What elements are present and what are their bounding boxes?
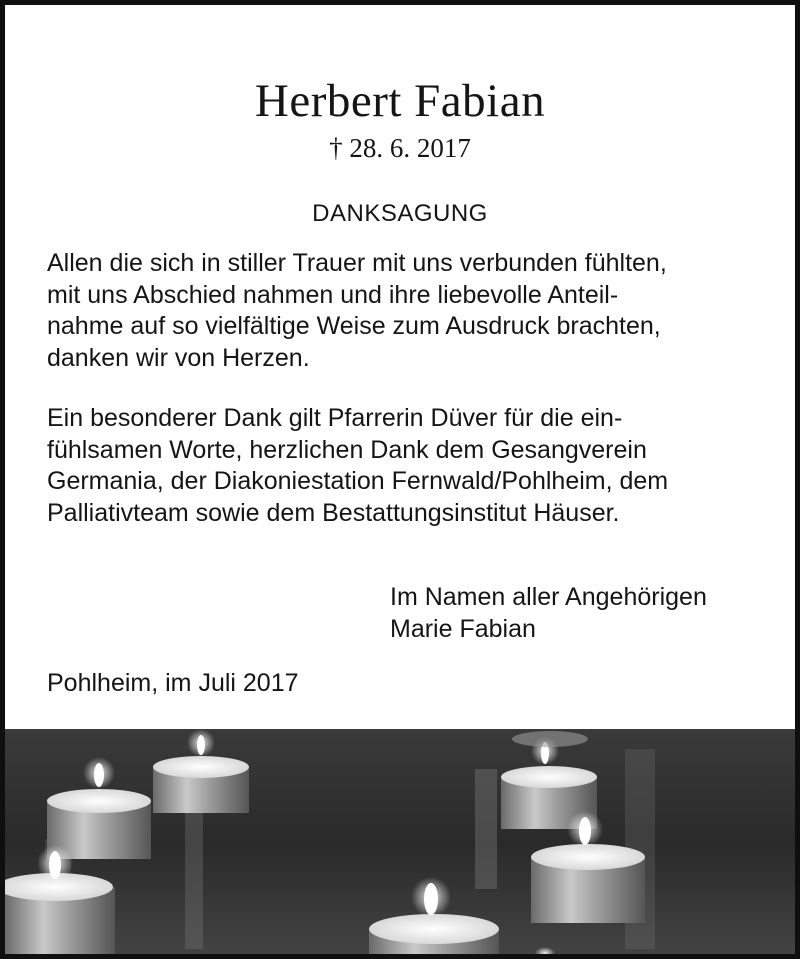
candles-illustration [5, 729, 795, 959]
place-and-date: Pohlheim, im Juli 2017 [47, 669, 299, 697]
text-line: Germania, der Diakoniestation Fernwald/Pohlheim, dem [47, 467, 669, 495]
text-line: danken wir von Herzen. [47, 343, 310, 372]
death-date: † 28. 6. 2017 [329, 133, 471, 163]
text-line: Ein besonderer Dank gilt Pfarrerin Düver für die ein- [47, 404, 623, 432]
text-line: nahme auf so vielfältige Weise zum Ausdruck brachten, [47, 312, 661, 340]
signature-block [390, 582, 707, 645]
signature-name: Marie Fabian [390, 614, 536, 643]
signature-line: Im Namen aller Angehörigen [390, 583, 707, 611]
candles-photo [5, 729, 795, 959]
text-line: Palliativteam sowie dem Bestattungsinstitut Häuser. [47, 498, 620, 527]
deceased-name: Herbert Fabian [254, 75, 546, 127]
thanks-paragraph-1 [47, 248, 767, 374]
text-line: fühlsamen Worte, herzlichen Dank dem Gesangverein [47, 435, 647, 464]
text-line: Allen die sich in stiller Trauer mit uns verbunden fühlten, [47, 249, 667, 277]
notice-heading: DANKSAGUNG [312, 200, 488, 227]
text-line: mit uns Abschied nahmen und ihre liebevolle Anteil- [47, 280, 619, 309]
thanks-paragraph-2 [47, 403, 767, 529]
